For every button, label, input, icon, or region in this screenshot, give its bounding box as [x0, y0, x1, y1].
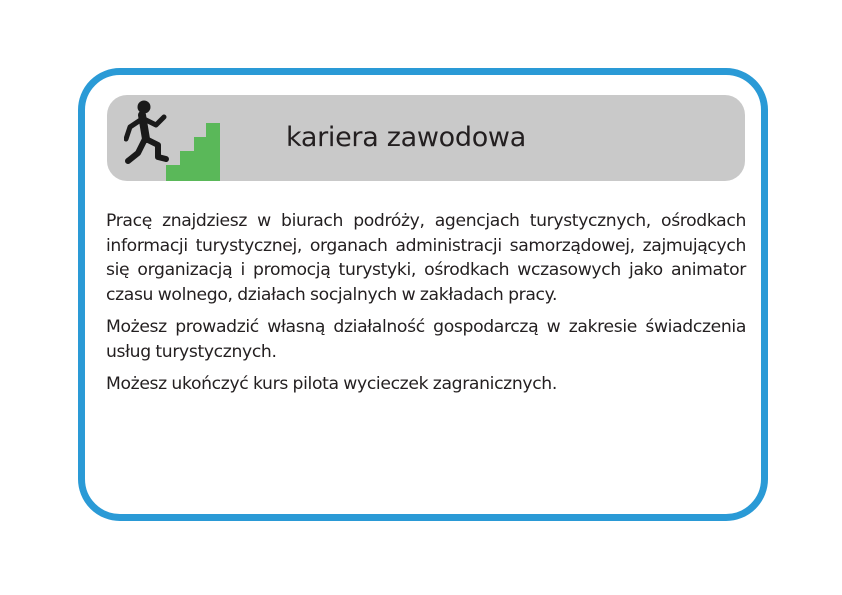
stick-figure-climbing-stairs-icon [124, 99, 220, 181]
stairs-icon [166, 123, 220, 181]
header-title: kariera zawodowa [286, 122, 526, 153]
paragraph-own-business: Możesz prowadzić własną działalność gospodarczą w zakresie świadczenia usług turystycznych. [106, 317, 746, 362]
content-text [106, 209, 746, 405]
paragraph-career-places: Pracę znajdziesz w biurach podróży, agencjach turystycznych, ośrodkach informacji turystycznej, organach administracji samorządowej, zajmujących się organizacją i promocją turystyki, ośrodkach wczasowych jako animator czasu wolnego, działach socjalnych w zakładach pracy. [106, 211, 746, 305]
running-figure-icon [126, 101, 166, 162]
paragraph-guide-course: Możesz ukończyć kurs pilota wycieczek zagranicznych. [106, 374, 557, 394]
